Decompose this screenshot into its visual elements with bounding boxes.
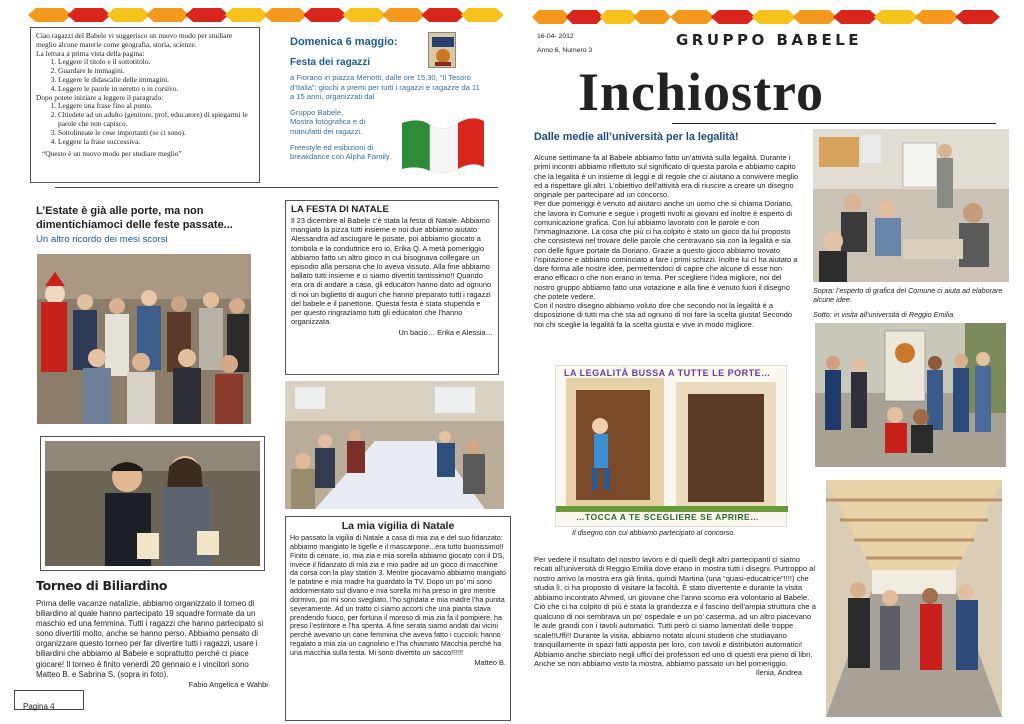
masthead-title: Inchiostro <box>578 62 825 122</box>
study-step: 1. Leggere il titolo e il sottotitolo. <box>58 58 254 67</box>
event-subtitle: Festa dei ragazzi <box>290 57 371 68</box>
study-step: 1. Leggere una frase fino al punto. <box>58 102 254 111</box>
article-title: Dalle medie all’università per la legalità! <box>534 131 739 143</box>
workshop-photo <box>813 129 1009 282</box>
group-name: GRUPPO BABELE <box>676 31 863 49</box>
summer-subtitle: Un altro ricordo dei mesi scorsi <box>36 234 168 245</box>
study-step: 4. Leggere le parole in neretto o in corsivo. <box>58 85 254 94</box>
study-step: 4. Leggete la frase successiva. <box>58 138 254 147</box>
foosball-article <box>36 578 268 689</box>
contest-drawing-art <box>556 366 788 528</box>
christmas-party-body: Il 23 dicembre al Babele c’è stata la festa di Natale. Abbiamo mangiato la pizza tutti insieme e noi due abbiamo aiutato Alessandra ad asciugare le posate, poi abbiamo giocato a tombola e la conduttrice ero io, Erika Q. A metà pomeriggio abbiamo fatto un altro gioco in cui bisognava collegare un episodio alla persona che lo aveva vissuto. Alla fine abbiamo ballato tutti insieme e ci siamo divertiti tantissimo!! Quando era ora di andare a casa, gli educatori hanno dato ad ognuno di noi un biglietto di auguri che hanno preparato tutti i ragazzi del babele e il panettone. Questa festa è stata stupenda e per questo ringraziamo tutti gli educatori che l’hanno organizzata. <box>291 216 492 327</box>
article-paragraph-2: Per due pomeriggi è venuto ad aiutarci anche un uomo che si chiama Doriano, che lavora in Comune e segue i progetti rivolti ai giovani ed inoltre è esperto di comunicazione grafica. Con lui abbiamo lavorato con le parole e con l’immaginazione. La cosa che più ci ha colpito è stato un gioco da lui proposto che consisteva nel trovare delle parole che centravano sia con la legalità e sia con delle figure portate da Doriano. Grazie a questo gioco abbiamo trovato l’ispirazione e abbiamo cominciato a fare i primi schizzi. Inoltre lui ci ha aiutato a dare forma alle nostre idee, permettendoci di capire che alcune di esse non erano efficaci o che non erano in tema. Per scegliere l’idea migliore, noi del nostro gruppo abbiamo fatto una votazione e alla fine è venuto fuori il disegno che potete vedere. <box>534 199 798 301</box>
issue-date: 16-04- 2012 <box>537 33 574 40</box>
foosball-winners-photo-frame <box>40 436 265 571</box>
event-organizer: Gruppo Babele. <box>290 107 344 117</box>
summer-title: L’Estate è già alle porte, ma non dimentichiamoci delle feste passate... <box>36 205 233 231</box>
treasure-poster-image <box>428 32 456 68</box>
contest-drawing <box>555 365 787 527</box>
decorative-band-right-top <box>534 10 669 24</box>
christmas-party-signature: Un bacio… Erika e Alessia… <box>398 328 493 338</box>
italian-flag-image <box>400 113 486 175</box>
drawing-caption: Il disegno con cui abbiamo partecipato al concorso. <box>572 528 736 537</box>
study-step: 3. Leggere le didascalie delle immagini. <box>58 76 254 85</box>
study-lead-1: La lettura a prima vista della pagina: <box>36 48 145 58</box>
foosball-signature: Fabio Angelica e Wahbi <box>188 679 268 689</box>
decorative-band-left <box>30 8 502 22</box>
drawing-banner-text: LA LEGALITÀ BUSSA A TUTTE LE PORTE… <box>564 368 771 378</box>
summer-section <box>36 205 266 245</box>
christmas-eve-signature: Matteo B. <box>474 657 506 667</box>
university-group-photo <box>815 323 1006 467</box>
study-step: 3. Sottolineate le cose importanti (se ci sono). <box>58 129 254 138</box>
foosball-winners-photo <box>45 441 260 566</box>
page-number: Pagina 4 <box>23 702 55 711</box>
study-method-box <box>30 27 260 183</box>
foosball-body: Prima delle vacanze natalizie, abbiamo organizzato il torneo di biliardino al quale hanno partecipato 19 squadre formate da un maschio ed una femmina. Tutti i ragazzi che hanno partecipato si sono divertiti molto, anche se hanno perso. Abbiamo pensato di organizzare questo torneo per far divertire tutti i ragazzi, usare i biliardini che abbiamo al Babele e soprattutto perché ci piace giocare! Il torneo è finito venerdì 20 gennaio e i vincitori sono Matteo B. e Sabrina S. (sopra in foto). <box>36 599 264 679</box>
christmas-eve-article <box>285 516 511 721</box>
event-breakdance: Freestyle ed esibizioni di breakdance con Alpha Family. <box>290 142 392 162</box>
article-body-top <box>534 153 802 329</box>
article-paragraph-3: Con il nostro disegno abbiamo voluto dire che secondo noi la legalità è a disposizione di tutti ma che sta ad ognuno di noi fare la scelta giusta! Secondo noi chi sceglie la legalità fa la scelta giusta e vive in modo migliore. <box>534 301 792 329</box>
drawing-bottom-text: …TOCCA A TE SCEGLIERE SE APRIRE… <box>576 512 760 522</box>
study-step: 2. Chiedete ad un adulto (genitore, prof, educatore) di spiegarmi le parole che non capisco. <box>58 111 254 129</box>
christmas-party-title: LA FESTA DI NATALE <box>291 204 389 215</box>
study-motto: “Questo è un nuovo modo per studiare meglio” <box>42 149 182 159</box>
christmas-party-article <box>285 200 499 375</box>
article-body-bottom <box>534 555 816 678</box>
christmas-eve-title: La mia vigilia di Natale <box>341 520 455 532</box>
christmas-party-photo <box>37 254 251 424</box>
study-intro: Ciao ragazzi del Babele vi suggerisco un nuovo modo per studiare meglio alcune materie come geografia, storia, scienze. <box>36 31 233 49</box>
article-paragraph-1: Alcune settimane fa al Babele abbiamo fatto un’attività sulla legalità. Durante i primi incontri abbiamo riflettuto sul significato di questa parola e abbiamo capito che la legalità è un insieme di leggi e di regole che ci aiutano a convivere meglio ed a rispettare gli altri. L’obiettivo dell’attività era di riuscire a creare un disegno originale per partecipare ad un concorso. <box>534 153 799 199</box>
university-corridor-photo <box>826 480 1002 717</box>
divider-line <box>55 187 498 188</box>
page-number-box <box>14 690 84 710</box>
foosball-title: Torneo di Biliardino <box>36 578 168 593</box>
decorative-band-right <box>672 10 998 24</box>
issue-number: Anno 6, Numero 3 <box>537 47 593 54</box>
banquet-hall-photo <box>285 381 504 509</box>
event-details: a Fiorano in piazza Menotti, dalle ore 15,30, “Il Tesoro d’Italia”: giochi a premi per tutti i ragazzi e ragazze da 11 a 15 anni, organizzati dal <box>290 73 480 102</box>
christmas-eve-body: Ho passato la vigilia di Natale a casa di mia zia e del suo fidanzato: abbiamo mangiato le tigelle e il mascarpone...era tutto buonissimo!! Finito di cenare, io, mia zia e mia sorella abbiamo giocato con il DS, invece il fidanzato di mia zia e mio padre ad un gioco di macchine da corsa con la play station 3. Mentre giocavamo abbiamo mangiato le patatine e mia madre ha guardato la TV. Dopo un po’ mi sono addormentato sul divano e mia sorella mi ha preso in giro mentre dormivo, poi mi sono svegliato, l’ho sgridata e mia madre l’ha punita severamente. Ad un tratto ci siamo accorti che una pianta stava prendendo fuoco, per fortuna il moroso di mia zia fa il pompiere, ha preso l’estintore e l’ha spenta. A fine serata siamo andati dai vicini perchè avevano un cane femmina che aveva fatto i cuccioli: hanno regalato a mia zia un cagnolino e l’ha chiamato Macchia perché ha una macchia sulla testa. Mi sono divertito un sacco!!!!!! <box>290 534 506 657</box>
article-paragraph-4: Per vedere il risultato del nostro lavoro e di quelli degli altri partecipanti ci siamo recati all’università di Reggio Emilia dove erano in mostra tutti i disegni. Purtroppo al nostro arrivo la mostra era già finita, quindi Martina (una “quasi-educatrice”!!!!) che studia lì, ci ha proposto di visitare la facoltà. È stato divertente e durante la visita abbiamo incontrato Ahmed, un giovane che l’anno scorso era volontario al Babele. Ciò che ci ha colpito di più è stata la grandezza e il fascino dell’ampia struttura che a qualcuno di noi sembrava un po’ ospedale e un po’ caserma, ad un altro piacevano le aule grandi con i tavoli automatici. Tutti però ci siamo lamentati delle troppe scale!!Uffi!! Durante la visita, abbiamo notato alcuni studenti che studiavano tranquillamente in spazi fatti apposta per loro, con tavoli e distributori automatici! Abbiamo anche sbirciato negli uffici dei professori ed uno di questi era pieno di libri. Anche se non abbiamo visto la mostra, abbiamo passato un bel pomeriggio. <box>534 555 816 668</box>
study-step: 2. Guardare le immagini. <box>58 67 254 76</box>
masthead-rule <box>672 123 996 124</box>
visit-caption: Sotto: in visita all’università di Reggio Emilia <box>813 310 954 319</box>
event-exhibition: Mostra fotografica e di manufatti dei ragazzi. <box>290 117 366 136</box>
article-signature: Ilenia, Andrea <box>755 668 802 678</box>
event-title: Domenica 6 maggio: <box>290 36 398 48</box>
workshop-caption: Sopra: l’esperto di grafica del Comune ci aiuta ad elaborare alcune idee. <box>813 286 1003 304</box>
study-lead-2: Dopo potete iniziare a leggere il paragrafo: <box>36 92 164 102</box>
